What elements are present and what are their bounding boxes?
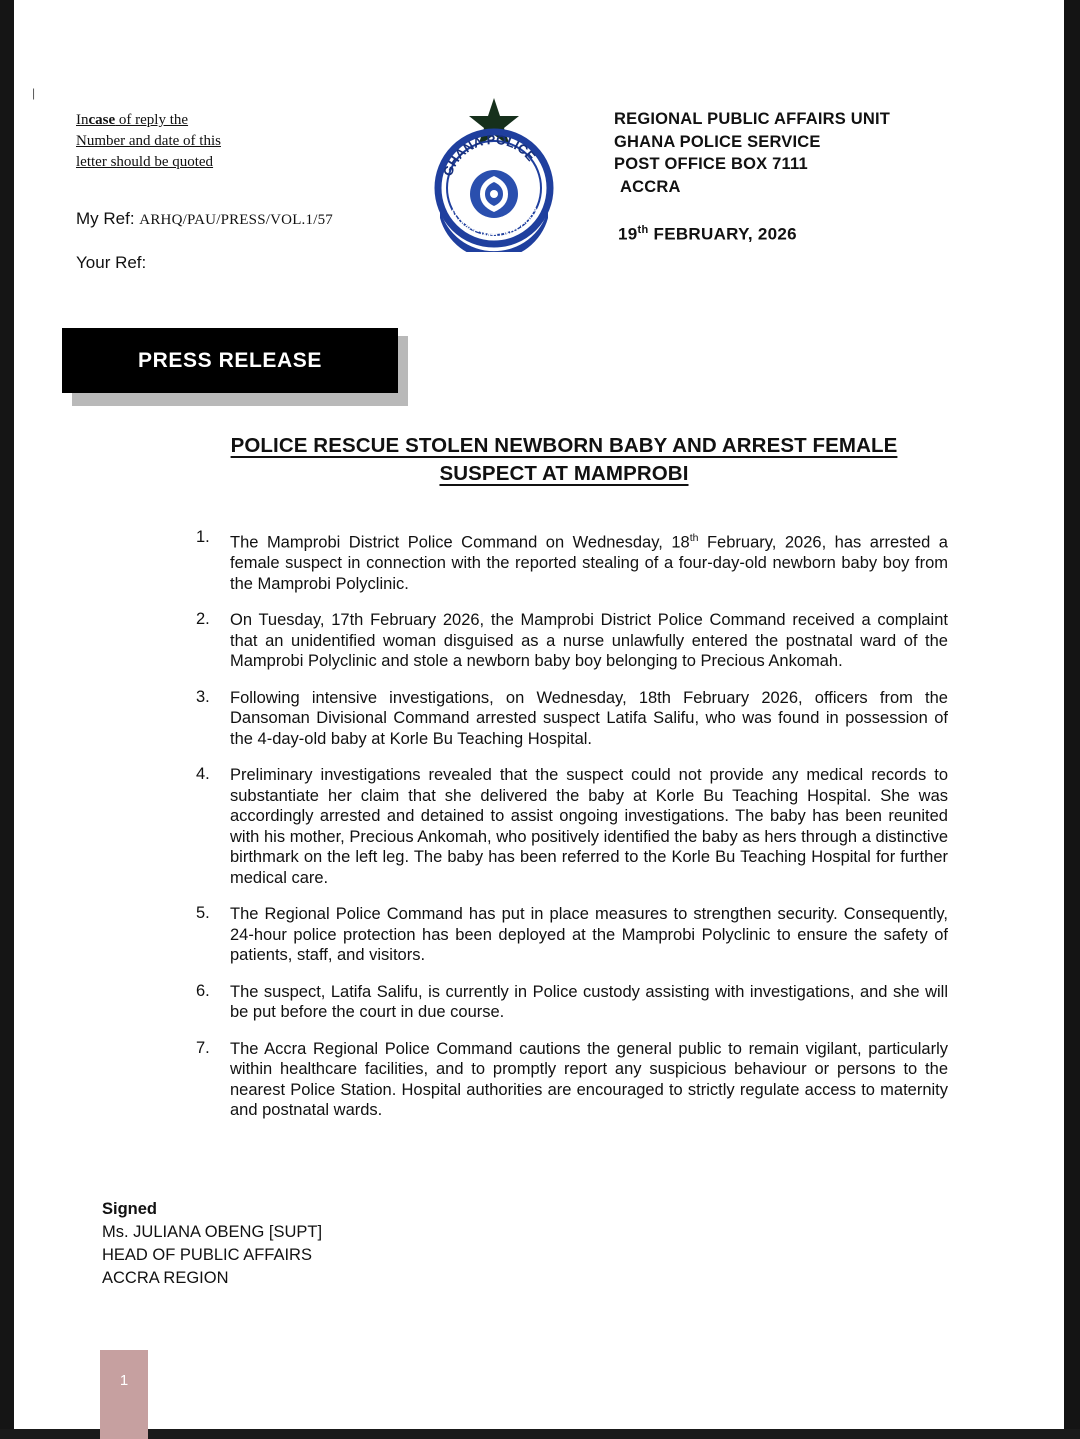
press-release-banner: PRESS RELEASE	[62, 328, 398, 393]
paper-sheet	[14, 0, 1064, 1429]
item-number: 5.	[196, 904, 210, 922]
item-text: The suspect, Latifa Salifu, is currently in Police custody assisting with investigations, and she will be put before the court in due course.	[230, 982, 948, 1021]
item-number: 1.	[196, 528, 210, 546]
address-line-4: ACCRA	[620, 177, 681, 196]
address-line-1: REGIONAL PUBLIC AFFAIRS UNIT	[614, 110, 891, 128]
list-item	[196, 528, 948, 594]
item-text-a: The Mamprobi District Police Command on Wednesday, 18	[230, 533, 690, 552]
quote-line3: letter should be quoted	[76, 154, 214, 170]
item-text-sup: th	[689, 532, 699, 544]
quote-line1-suffix: of reply the	[115, 112, 189, 128]
document-date	[618, 224, 797, 245]
item-number: 2.	[196, 610, 210, 628]
address-line-3: POST OFFICE BOX 7111	[614, 155, 808, 173]
svg-text:GHANA POLICE: GHANA POLICE	[439, 131, 539, 179]
date-ordinal: th	[637, 224, 649, 236]
scan-edge-bottom	[0, 1429, 1080, 1439]
your-ref-label: Your Ref:	[76, 253, 147, 272]
item-text: The Accra Regional Police Command cautions the general public to remain vigilant, particularly within healthcare facilities, and to promptly report any suspicious behaviour or persons to the nearest Police Station. Hospital authorities are encouraged to strictly regulate access to maternity and postnatal wards.	[230, 1039, 948, 1119]
my-ref-value: ARHQ/PAU/PRESS/VOL.1/57	[139, 212, 333, 228]
list-item	[196, 904, 948, 966]
scan-edge-right	[1064, 0, 1080, 1439]
my-ref-row	[76, 209, 406, 229]
margin-mark: |	[32, 86, 36, 100]
signature-block	[102, 1198, 322, 1290]
item-number: 3.	[196, 687, 210, 706]
scan-edge-left	[0, 0, 14, 1439]
reference-block	[76, 110, 406, 273]
quote-line1-prefix: In	[76, 112, 89, 128]
list-item	[196, 688, 948, 750]
quote-line2: Number and date of this	[76, 133, 221, 149]
address-block	[614, 108, 890, 198]
item-text: On Tuesday, 17th February 2026, the Mamprobi District Police Command received a complaint that an unidentified woman disguised as a nurse unlawfully entered the postnatal ward of the Mamprobi Polyclinic and stole a newborn baby boy belonging to Precious Ankomah.	[230, 611, 948, 670]
item-number: 6.	[196, 981, 210, 1000]
item-text: Preliminary investigations revealed that the suspect could not provide any medical records to substantiate her claim that she delivered the baby at Korle Bu Teaching Hospital. She was accordingly arrested and detained to assist ongoing investigations. The baby has been reunited with his mother, Precious Ankomah, who positively identified the baby as hers through a distinctive birthmark on the left leg. The baby has been referred to the Korle Bu Teaching Hospital for further medical care.	[230, 766, 948, 887]
page-number-badge: 1	[100, 1350, 148, 1439]
item-text-b: February, 2026, has arrested a female suspect in connection with the reported stealing of a four-day-old newborn baby boy from the Mamprobi Polyclinic.	[230, 533, 948, 593]
item-text	[230, 528, 948, 594]
signatory-region: ACCRA REGION	[102, 1269, 229, 1287]
my-ref-label: My Ref:	[76, 209, 135, 228]
list-item	[196, 610, 948, 672]
signatory-name: Ms. JULIANA OBENG [SUPT]	[102, 1223, 323, 1241]
svg-text:SERVICE WITH INTEGRITY: SERVICE WITH INTEGRITY	[446, 205, 543, 243]
signed-label: Signed	[102, 1200, 158, 1218]
item-number: 7.	[196, 1038, 210, 1057]
list-item	[196, 765, 948, 888]
date-day: 19	[618, 224, 638, 244]
body-list	[196, 528, 948, 1137]
item-text: Following intensive investigations, on Wednesday, 18th February 2026, officers from the Dansoman Divisional Command arrested suspect Latifa Salifu, who was found in possession of the 4-day-old baby at Korle Bu Teaching Hospital.	[230, 688, 948, 748]
address-line-2: GHANA POLICE SERVICE	[614, 132, 821, 151]
signatory-role: HEAD OF PUBLIC AFFAIRS	[102, 1246, 312, 1264]
date-rest: FEBRUARY, 2026	[648, 224, 797, 244]
page-title: POLICE RESCUE STOLEN NEWBORN BABY AND ARREST FEMALE SUSPECT AT MAMPROBI	[230, 434, 898, 485]
list-item	[196, 982, 948, 1023]
ghana-police-crest-icon	[414, 92, 574, 252]
quote-instruction	[76, 110, 406, 173]
item-text: The Regional Police Command has put in place measures to strengthen security. Consequently, 24-hour police protection has been deployed at the Mamprobi Polyclinic to ensure the safety of patients, staff, and visitors.	[230, 905, 948, 964]
quote-line1-bold: case	[88, 112, 116, 128]
list-item	[196, 1039, 948, 1121]
item-number: 4.	[196, 765, 210, 783]
